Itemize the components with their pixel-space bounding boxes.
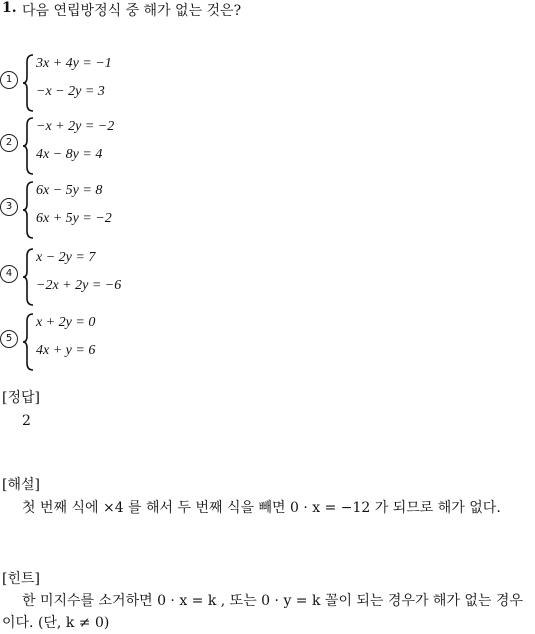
explanation-text: 첫 번째 식에 ×4 를 해서 두 번째 식을 빼면 0 · x = −12 가 되므로 해가 없다. — [22, 500, 501, 516]
brace-icon — [22, 117, 34, 175]
answer-value: 2 — [22, 413, 31, 429]
option-2-equation-1: −x + 2y = −2 — [36, 119, 115, 134]
option-2[interactable] — [0, 117, 300, 177]
explanation-label: [해설] — [2, 477, 40, 493]
option-1-equation-2: −x − 2y = 3 — [36, 84, 105, 99]
option-5[interactable] — [0, 313, 300, 373]
option-1-equation-1: 3x + 4y = −1 — [36, 56, 112, 71]
question-number: 1. — [2, 0, 17, 16]
option-2-equation-2: 4x − 8y = 4 — [36, 147, 103, 162]
answer-label: [정답] — [2, 390, 40, 406]
option-3-equation-2: 6x + 5y = −2 — [36, 211, 112, 226]
option-3[interactable] — [0, 181, 300, 241]
option-3-equation-1: 6x − 5y = 8 — [36, 183, 103, 198]
option-1[interactable] — [0, 54, 300, 114]
option-1-marker: 1 — [0, 71, 18, 89]
option-2-marker: 2 — [0, 134, 18, 152]
option-5-equation-1: x + 2y = 0 — [36, 315, 96, 330]
brace-icon — [22, 313, 34, 371]
brace-icon — [22, 54, 34, 112]
brace-icon — [22, 181, 34, 239]
option-4-equation-2: −2x + 2y = −6 — [36, 278, 122, 293]
option-4[interactable] — [0, 248, 300, 308]
option-4-marker: 4 — [0, 265, 18, 283]
hint-label: [힌트] — [2, 571, 40, 587]
question-text: 다음 연립방정식 중 해가 없는 것은? — [22, 3, 242, 19]
option-3-marker: 3 — [0, 198, 18, 216]
option-4-equation-1: x − 2y = 7 — [36, 250, 96, 265]
option-5-equation-2: 4x + y = 6 — [36, 343, 96, 358]
brace-icon — [22, 248, 34, 306]
option-5-marker: 5 — [0, 330, 18, 348]
hint-text: 한 미지수를 소거하면 0 · x = k , 또는 0 · y = k 꼴이 되는 경우가 해가 없는 경우이다. (단, k ≠ 0) — [2, 593, 523, 631]
